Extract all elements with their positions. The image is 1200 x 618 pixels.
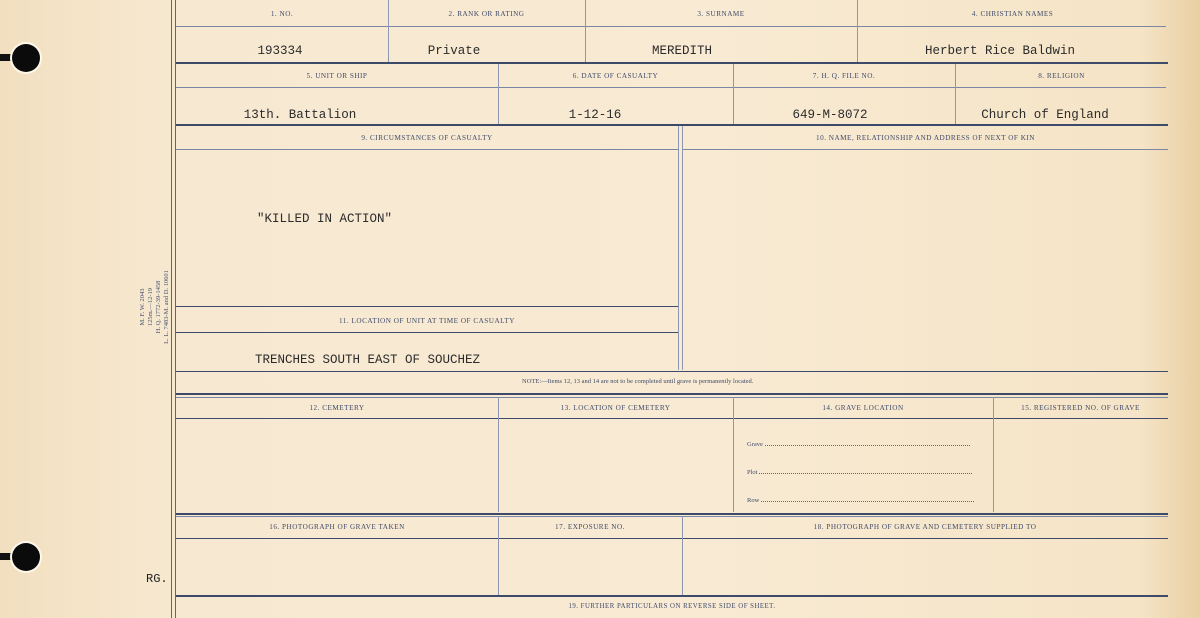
field-label-location-of-cemetery: 13. LOCATION OF CEMETERY: [560, 404, 671, 412]
field-label-next-of-kin: 10. NAME, RELATIONSHIP AND ADDRESS OF NEXT OF KIN: [816, 134, 1035, 142]
divider: [682, 126, 683, 370]
field-label-religion: 8. RELIGION: [1038, 72, 1085, 80]
field-label-no: 1. NO.: [270, 10, 294, 18]
form-print-code: [134, 262, 176, 352]
grave-line-dots: [765, 440, 970, 446]
field-label-date: 6. DATE OF CASUALTY: [572, 72, 659, 80]
divider: [678, 126, 679, 370]
rule: [176, 371, 1168, 372]
clerk-initials: RG.: [146, 572, 168, 586]
field-label-registered-no: 15. REGISTERED NO. OF GRAVE: [1021, 404, 1140, 412]
left-border: [171, 0, 172, 618]
form-print-line: L. L. 7483-M. and D. 10601: [163, 270, 170, 344]
field-value-rank: Private: [427, 44, 481, 58]
field-value-location-of-unit: TRENCHES SOUTH EAST OF SOUCHEZ: [255, 353, 481, 367]
note-text: NOTE:—Items 12, 13 and 14 are not to be completed until grave is permanently located.: [522, 378, 754, 385]
form-print-line: H. Q. 1772-39-1458: [155, 280, 162, 334]
field-value-christian-names: Herbert Rice Baldwin: [924, 44, 1076, 58]
rule: [176, 397, 1168, 398]
rule: [176, 306, 678, 307]
field-label-grave-location: 14. GRAVE LOCATION: [822, 404, 904, 412]
field-label-surname: 3. SURNAME: [697, 10, 745, 18]
rule: [176, 87, 1166, 88]
field-value-hq-file: 649-M-8072: [792, 108, 868, 122]
rule: [176, 538, 1168, 539]
field-label-photo-supplied-to: 18. PHOTOGRAPH OF GRAVE AND CEMETERY SUPPLIED TO: [813, 523, 1037, 531]
divider: [733, 397, 734, 512]
rule: [176, 418, 1168, 419]
further-particulars-note: 19. FURTHER PARTICULARS ON REVERSE SIDE OF SHEET.: [568, 603, 776, 610]
row-line-dots: [761, 496, 974, 502]
field-label-circumstances: 9. CIRCUMSTANCES OF CASUALTY: [361, 134, 493, 142]
form-print-line: 125m.—12-19: [147, 287, 154, 327]
row-line: [747, 496, 974, 504]
rule: [176, 393, 1168, 395]
divider: [993, 397, 994, 512]
plot-line-dots: [759, 468, 972, 474]
form-print-line: M. F. W. 2043: [139, 288, 146, 326]
rule: [683, 149, 1168, 150]
binder-hole-bottom: [12, 543, 40, 571]
row-line-label: Row: [747, 497, 760, 504]
rule: [176, 62, 1168, 64]
field-value-surname: MEREDITH: [651, 44, 712, 58]
field-value-date: 1-12-16: [568, 108, 622, 122]
field-label-photo-taken: 16. PHOTOGRAPH OF GRAVE TAKEN: [269, 523, 405, 531]
rule: [176, 516, 1168, 517]
plot-line-label: Plot: [747, 469, 758, 476]
field-value-no: 193334: [257, 44, 303, 58]
field-label-exposure-no: 17. EXPOSURE NO.: [555, 523, 625, 531]
field-value-circumstances: "KILLED IN ACTION": [257, 212, 393, 226]
divider: [498, 397, 499, 512]
grave-line-label: Grave: [747, 441, 763, 448]
field-label-location-of-unit: 11. LOCATION OF UNIT AT TIME OF CASUALTY: [338, 317, 515, 325]
field-label-rank: 2. RANK OR RATING: [448, 10, 525, 18]
grave-line: [747, 440, 970, 448]
rule: [176, 595, 1168, 597]
rule: [176, 513, 1168, 515]
plot-line: [747, 468, 972, 476]
rule: [176, 149, 678, 150]
binder-hole-top: [12, 44, 40, 72]
field-value-religion: Church of England: [981, 108, 1109, 122]
field-value-unit: 13th. Battalion: [243, 108, 357, 122]
rule: [176, 332, 678, 333]
field-label-christian-names: 4. CHRISTIAN NAMES: [971, 10, 1054, 18]
field-label-unit: 5. UNIT OR SHIP: [306, 72, 368, 80]
field-label-cemetery: 12. CEMETERY: [309, 404, 365, 412]
rule: [176, 26, 1166, 27]
rule: [176, 124, 1168, 126]
field-label-hq-file: 7. H. Q. FILE NO.: [812, 72, 876, 80]
